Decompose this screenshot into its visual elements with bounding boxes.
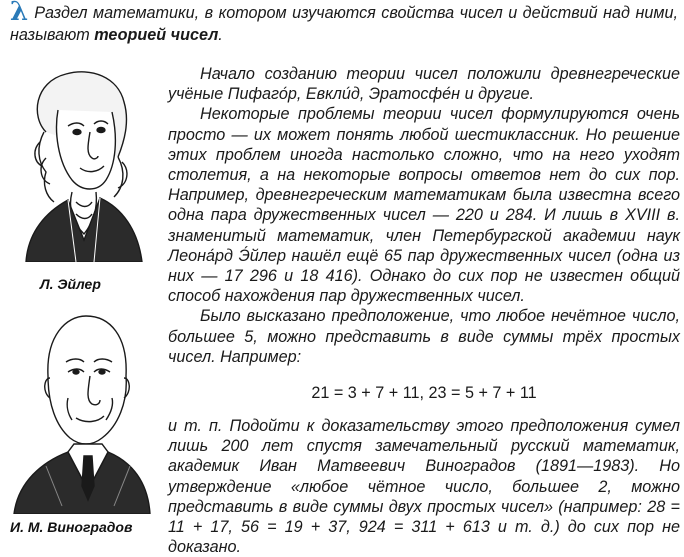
paragraph-conjecture: Было высказано предположение, что любое нечётное число, большее 5, можно представить в виде суммы трёх простых чисел. Например: <box>168 307 680 366</box>
intro-end: . <box>218 26 223 44</box>
intro-definition <box>10 2 678 46</box>
caption-vinogradov: И. М. Виноградов <box>10 519 133 535</box>
formula-example: 21 = 3 + 7 + 11, 23 = 5 + 7 + 11 <box>311 384 537 402</box>
paragraph-founders: Начало созданию теории чисел положили древнегреческие учёные Пифаго́р, Евкли́д, Эратосфе́н и другие. <box>168 65 680 104</box>
main-text <box>168 64 680 367</box>
intro-text: Раздел математики, в котором изучаются свойства чисел и действий над ними, называют <box>10 4 678 44</box>
euler-portrait <box>6 62 156 262</box>
lambda-icon: λ <box>10 0 29 27</box>
paragraph-amicable-numbers: Некоторые проблемы теории чисел формулируются очень просто — их может понять любой шестиклассник. Но решение этих проблем иногда настолько сложно, что на него уходят столетия, а на некоторые вопросы ответов нет до сих пор. Например, древнегреческим математикам была известна всего одна пара дружественных чисел — 220 и 284. И лишь в XVIII в. знаменитый математик, член Петербургской академии наук Леона́рд Э́йлер нашёл ещё 65 пар дружественных чисел (одна из них — 17 296 и 18 416). Однако до сих пор не известен общий способ нахождения пар дружественных чисел. <box>168 105 680 306</box>
term-number-theory: теорией чисел <box>94 26 219 44</box>
caption-euler: Л. Эйлер <box>40 276 101 292</box>
paragraph-vinogradov: и т. п. Подойти к доказательству этого предположения сумел лишь 200 лет спустя замечательный русский математик, академик Иван Матвеевич Виноградов (1891—1983). Но утверждение «любое чётное число, большее 2, можно представить в виде суммы двух простых чисел» (например: 28 = 11 + 17, 56 = 19 + 37, 924 = 311 + 613 и т. д.) до сих пор не доказано. <box>168 417 680 557</box>
vinogradov-portrait <box>6 306 156 514</box>
closing-text <box>168 416 680 557</box>
